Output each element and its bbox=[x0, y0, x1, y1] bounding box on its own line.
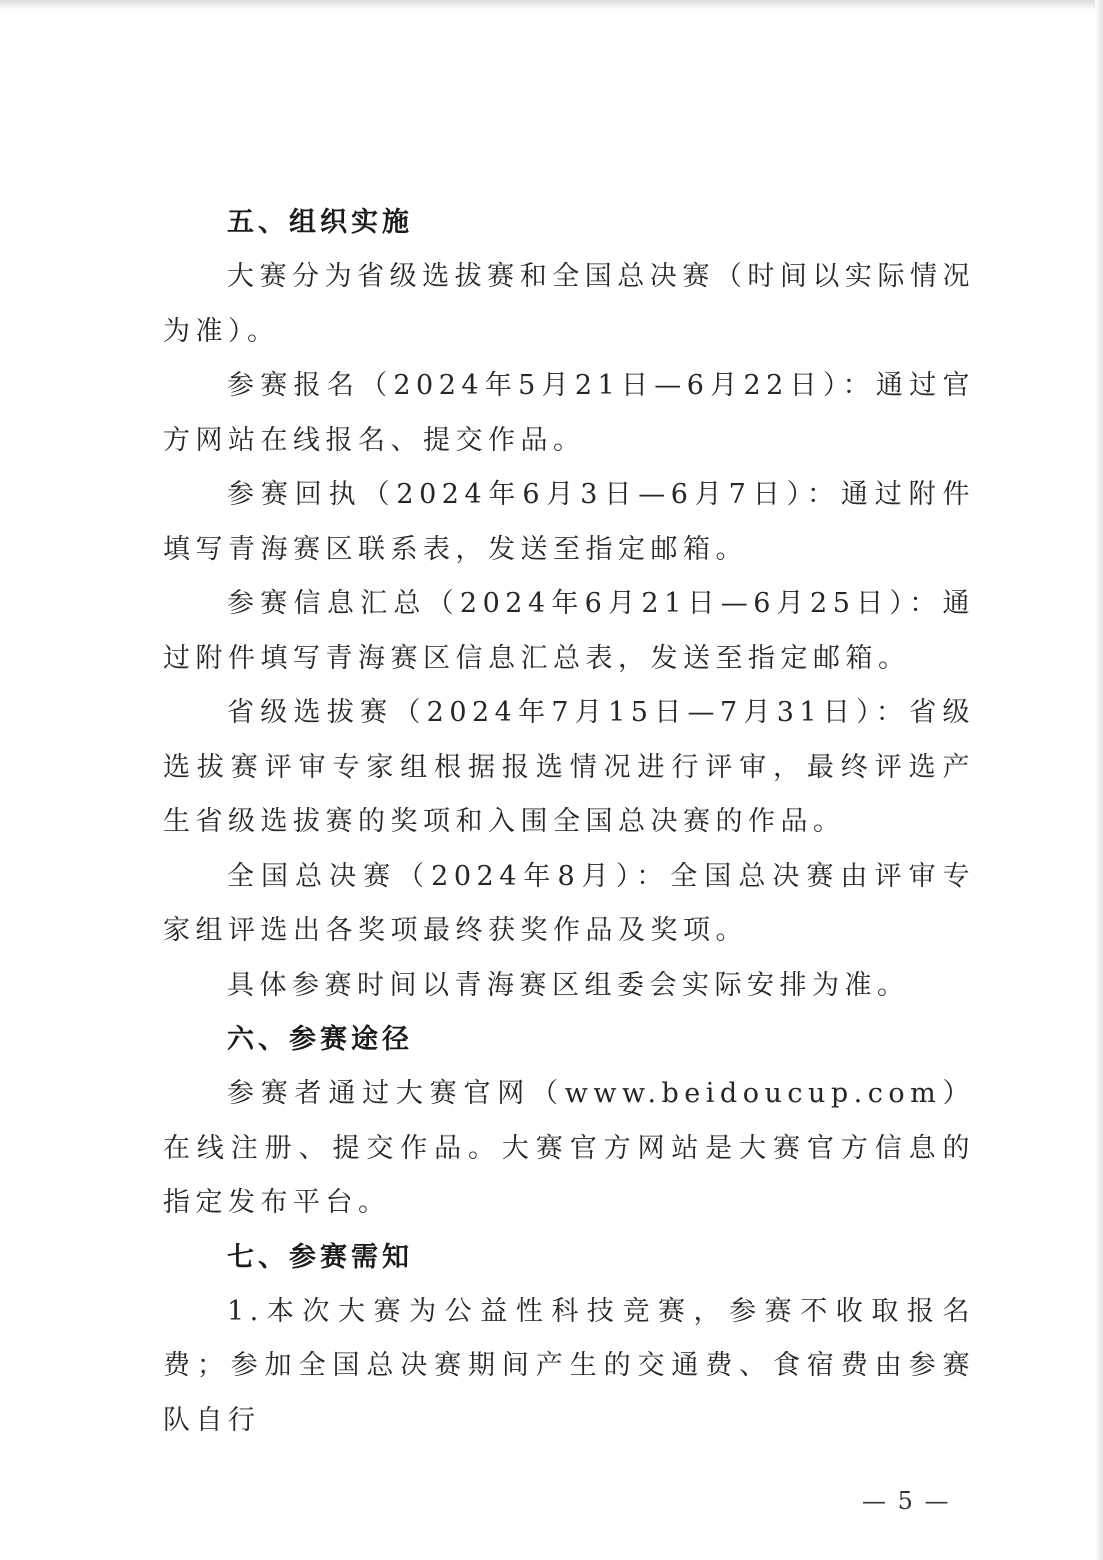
page-number: — 5 — bbox=[862, 1487, 951, 1515]
paragraph: 参赛信息汇总（2024年6月21日—6月25日）：通过附件填写青海赛区信息汇总表，发送至指定邮箱。 bbox=[163, 588, 975, 674]
section-organization bbox=[163, 196, 975, 1013]
paragraph: 1.本次大赛为公益性科技竞赛，参赛不收取报名费；参加全国总决赛期间产生的交通费、食宿费由参赛队自行 bbox=[163, 1295, 975, 1436]
paragraph: 具体参赛时间以青海赛区组委会实际安排为准。 bbox=[227, 969, 910, 1001]
paragraph: 参赛者通过大赛官网（www.beidoucup.com）在线注册、提交作品。大赛官方网站是大赛官方信息的指定发布平台。 bbox=[163, 1078, 975, 1218]
scan-edge-right bbox=[1095, 0, 1103, 1560]
paragraph: 大赛分为省级选拔赛和全国总决赛（时间以实际情况为准）。 bbox=[163, 261, 975, 347]
section-heading: 五、组织实施 bbox=[227, 207, 413, 238]
section-entry-channel bbox=[163, 1013, 975, 1231]
paragraph: 全国总决赛（2024年8月）：全国总决赛由评审专家组评选出各奖项最终获奖作品及奖项。 bbox=[163, 860, 975, 946]
section-notice bbox=[163, 1231, 975, 1449]
section-heading: 七、参赛需知 bbox=[227, 1241, 413, 1273]
scan-edge-top bbox=[0, 0, 1103, 10]
paragraph: 省级选拔赛（2024年7月15日—7月31日）：省级选拔赛评审专家组根据报选情况进行评审，最终评选产生省级选拔赛的奖项和入围全国总决赛的作品。 bbox=[163, 697, 975, 837]
section-heading: 六、参赛途径 bbox=[227, 1024, 413, 1055]
paragraph: 参赛回执（2024年6月3日—6月7日）：通过附件填写青海赛区联系表，发送至指定邮箱。 bbox=[163, 479, 975, 565]
document-body bbox=[163, 196, 975, 1448]
paragraph: 参赛报名（2024年5月21日—6月22日）：通过官方网站在线报名、提交作品。 bbox=[163, 370, 975, 456]
